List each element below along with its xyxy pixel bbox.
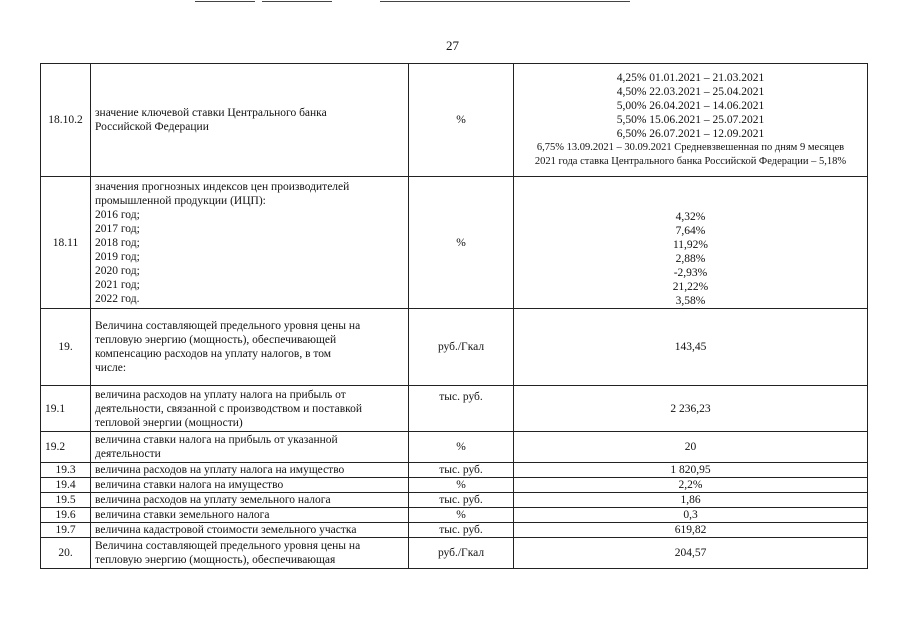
row-number: 19.4: [41, 478, 91, 493]
row-number: 18.11: [41, 177, 91, 309]
row-description: значение ключевой ставки Центрального банка Российской Федерации: [91, 64, 409, 177]
row-unit: %: [409, 478, 514, 493]
row-value: 2,2%: [514, 478, 868, 493]
row-number: 19.2: [41, 432, 91, 463]
row-value: 619,82: [514, 523, 868, 538]
row-unit: руб./Гкал: [409, 309, 514, 386]
row-number: 19.6: [41, 508, 91, 523]
scan-edge-line: [380, 1, 630, 2]
scan-edge-line: [195, 1, 255, 2]
row-value: 0,3: [514, 508, 868, 523]
page-number: 27: [446, 38, 459, 53]
row-description: величина расходов на уплату налога на прибыль от деятельности, связанной с производством и поставкой тепловой энергии (мощности): [91, 386, 409, 432]
row-unit: %: [409, 432, 514, 463]
row-description: Величина составляющей предельного уровня цены на тепловую энергию (мощность), обеспечивающей компенсацию расходов на уплату налогов, в том числе:: [91, 309, 409, 386]
table-row: [41, 386, 868, 432]
row-value: 1 820,95: [514, 463, 868, 478]
row-value: 4,32% 7,64% 11,92% 2,88% -2,93% 21,22% 3,58%: [514, 177, 868, 309]
table-row: [41, 493, 868, 508]
table-row: [41, 177, 868, 309]
row-value: 2 236,23: [514, 386, 868, 432]
table-row: [41, 432, 868, 463]
table-row: [41, 478, 868, 493]
row-description: величина ставки налога на имущество: [91, 478, 409, 493]
row-unit: тыс. руб.: [409, 523, 514, 538]
scan-edge-line: [262, 1, 332, 2]
row-description: величина расходов на уплату налога на имущество: [91, 463, 409, 478]
row-description: величина ставки земельного налога: [91, 508, 409, 523]
row-number: 19.3: [41, 463, 91, 478]
row-description: значения прогнозных индексов цен производителей промышленной продукции (ИЦП): 2016 год; 2017 год; 2018 год; 2019 год; 2020 год; 2021 год; 2022 год.: [91, 177, 409, 309]
row-description: Величина составляющей предельного уровня цены на тепловую энергию (мощность), обеспечивающая: [91, 538, 409, 569]
row-value: 20: [514, 432, 868, 463]
row-description: величина расходов на уплату земельного налога: [91, 493, 409, 508]
row-unit: %: [409, 64, 514, 177]
row-number: 20.: [41, 538, 91, 569]
key-rate-note: 6,75% 13.09.2021 – 30.09.2021 Средневзвешенная по дням 9 месяцев 2021 года ставка Центрального банка Российской Федерации – 5,18%: [534, 142, 847, 167]
row-number: 19.5: [41, 493, 91, 508]
row-number: 19.1: [41, 386, 91, 432]
row-unit: руб./Гкал: [409, 538, 514, 569]
row-number: 19.7: [41, 523, 91, 538]
row-description: величина кадастровой стоимости земельного участка: [91, 523, 409, 538]
tariff-table: [40, 63, 868, 569]
row-value: 1,86: [514, 493, 868, 508]
row-unit: тыс. руб.: [409, 463, 514, 478]
table-row: [41, 309, 868, 386]
row-unit: тыс. руб.: [409, 493, 514, 508]
row-number: 19.: [41, 309, 91, 386]
table-row: [41, 64, 868, 177]
row-value: 143,45: [514, 309, 868, 386]
row-unit: тыс. руб.: [409, 386, 514, 432]
table-row: [41, 538, 868, 569]
row-value: 204,57: [514, 538, 868, 569]
table-row: [41, 463, 868, 478]
table-row: [41, 508, 868, 523]
row-description: величина ставки налога на прибыль от указанной деятельности: [91, 432, 409, 463]
row-unit: %: [409, 508, 514, 523]
row-unit: %: [409, 177, 514, 309]
table-row: [41, 523, 868, 538]
row-number: 18.10.2: [41, 64, 91, 177]
row-value: 4,25% 01.01.2021 – 21.03.2021 4,50% 22.03.2021 – 25.04.2021 5,00% 26.04.2021 – 14.06.2021 5,50% 15.06.2021 – 25.07.2021 6,50% 26.07.2021 – 12.09.2021 6,75% 13.09.2021 – 30.09.2021 Средневзвешенная по дням 9 месяцев 2021 года ставка Центрального банка Российской Федерации – 5,18%: [514, 64, 868, 177]
